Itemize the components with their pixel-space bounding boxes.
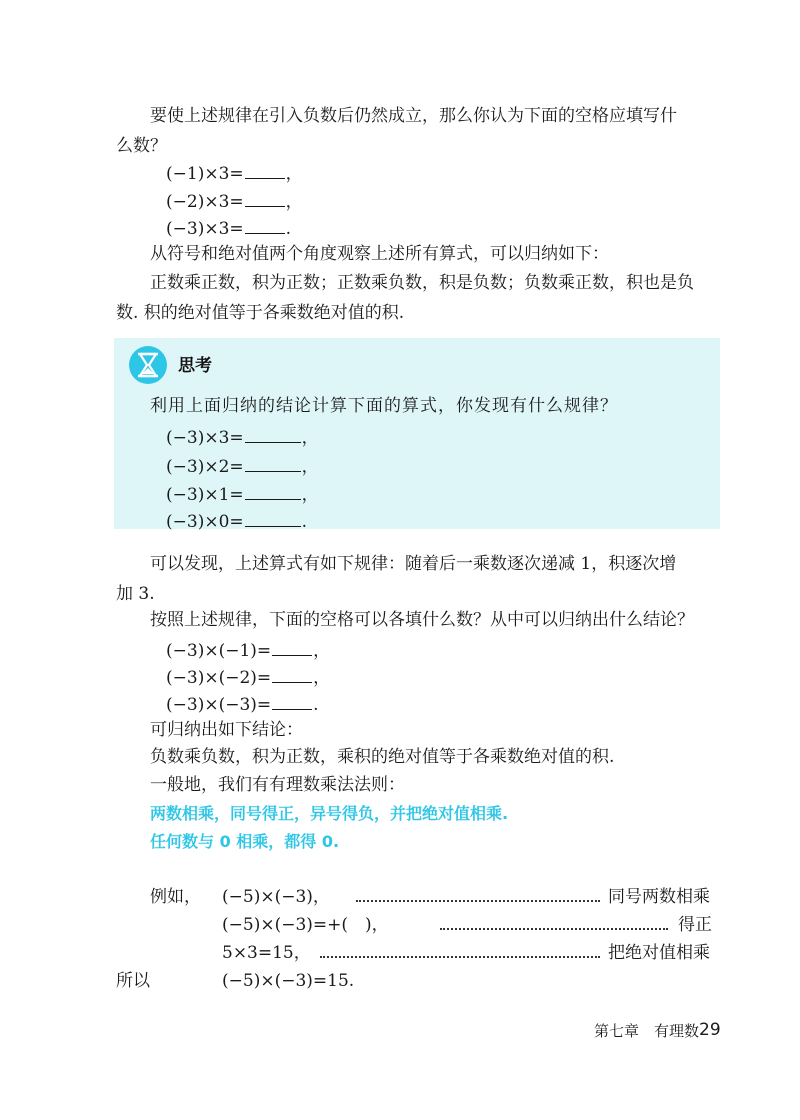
intro-paragraph-2: 从符号和绝对值两个角度观察上述所有算式，可以归纳如下： xyxy=(150,244,609,264)
equation-text: (−3)×(−1)= xyxy=(166,641,272,661)
equation-end: . xyxy=(313,695,319,715)
intro-line-1: 要使上述规律在引入负数后仍然成立，那么你认为下面的空格应填写什 xyxy=(150,106,677,126)
equation-text: (−2)×3= xyxy=(166,192,244,212)
example-so-label: 所以 xyxy=(116,971,150,991)
equation-text: (−3)×1= xyxy=(166,485,244,505)
answer-blank xyxy=(272,691,312,710)
intro-line-2: 么数？ xyxy=(116,136,167,156)
equation-row xyxy=(166,215,291,241)
example-result: (−5)×(−3)=15. xyxy=(222,971,355,991)
hourglass-icon xyxy=(128,345,168,385)
intro-paragraph-3-line-1: 正数乘正数，积为正数；正数乘负数，积是负数；负数乘正数，积也是负 xyxy=(150,273,694,293)
equation-end: ， xyxy=(301,485,319,505)
answer-blank xyxy=(245,424,301,443)
equation-end: ， xyxy=(313,668,331,688)
example-label: 例如， xyxy=(150,887,201,907)
intro-paragraph-3-line-2: 数. 积的绝对值等于各乘数绝对值的积. xyxy=(116,303,405,323)
answer-blank xyxy=(245,481,301,500)
general-intro: 一般地，我们有有理数乘法法则： xyxy=(150,775,405,795)
equation-text: (−3)×(−3)= xyxy=(166,695,272,715)
equation-text: (−3)×3= xyxy=(166,219,244,239)
example-step-3: 5×3=15， xyxy=(222,943,311,963)
equation-row xyxy=(166,691,319,717)
answer-blank xyxy=(245,215,285,234)
page-number: 29 xyxy=(699,1020,721,1040)
equation-text: (−3)×2= xyxy=(166,457,244,477)
equation-row xyxy=(166,160,303,186)
example-note-2: 得正 xyxy=(678,915,712,935)
chapter-title: 第七章 有理数 xyxy=(594,1022,700,1040)
example-step-2: (−5)×(−3)=+( )， xyxy=(222,915,389,935)
equation-text: (−3)×0= xyxy=(166,512,244,532)
discover-line-3: 按照上述规律，下面的空格可以各填什么数？从中可以归纳出什么结论？ xyxy=(150,610,694,630)
answer-blank xyxy=(245,508,301,527)
multiplication-rule-line-1: 两数相乘，同号得正，异号得负，并把绝对值相乘. xyxy=(150,804,509,823)
think-prompt: 利用上面归纳的结论计算下面的算式，你发现有什么规律？ xyxy=(150,396,618,416)
leader-dots xyxy=(320,956,600,958)
equation-end: ， xyxy=(285,192,303,212)
answer-blank xyxy=(272,664,312,683)
answer-blank xyxy=(272,637,312,656)
equation-row xyxy=(166,637,330,663)
equation-end: . xyxy=(285,219,292,239)
equation-end: ， xyxy=(313,641,331,661)
leader-dots xyxy=(356,900,600,902)
equation-text: (−3)×3= xyxy=(166,428,244,448)
equation-row xyxy=(166,664,330,690)
think-equation-row xyxy=(166,508,307,534)
equation-end: . xyxy=(301,512,308,532)
discover-line-1: 可以发现，上述算式有如下规律：随着后一乘数逐次递减 1，积逐次增 xyxy=(150,554,677,574)
discover-line-2: 加 3. xyxy=(116,584,155,604)
equation-end: ， xyxy=(301,428,319,448)
conclusion-intro: 可归纳出如下结论： xyxy=(150,720,303,740)
answer-blank xyxy=(245,188,285,207)
think-equation-row xyxy=(166,481,319,507)
answer-blank xyxy=(245,160,285,179)
equation-end: ， xyxy=(301,457,319,477)
answer-blank xyxy=(245,453,301,472)
leader-dots xyxy=(440,928,668,930)
think-equation-row xyxy=(166,453,319,479)
negative-rule: 负数乘负数，积为正数，乘积的绝对值等于各乘数绝对值的积. xyxy=(150,747,615,767)
equation-end: ， xyxy=(285,164,303,184)
multiplication-rule-line-2: 任何数与 0 相乘，都得 0. xyxy=(150,832,340,851)
think-title: 思考 xyxy=(178,356,212,376)
equation-text: (−3)×(−2)= xyxy=(166,668,272,688)
example-note-1: 同号两数相乘 xyxy=(608,887,710,907)
example-step-1: (−5)×(−3)， xyxy=(222,887,330,907)
example-note-3: 把绝对值相乘 xyxy=(608,943,710,963)
equation-row xyxy=(166,188,303,214)
think-equation-row xyxy=(166,424,319,450)
equation-text: (−1)×3= xyxy=(166,164,244,184)
